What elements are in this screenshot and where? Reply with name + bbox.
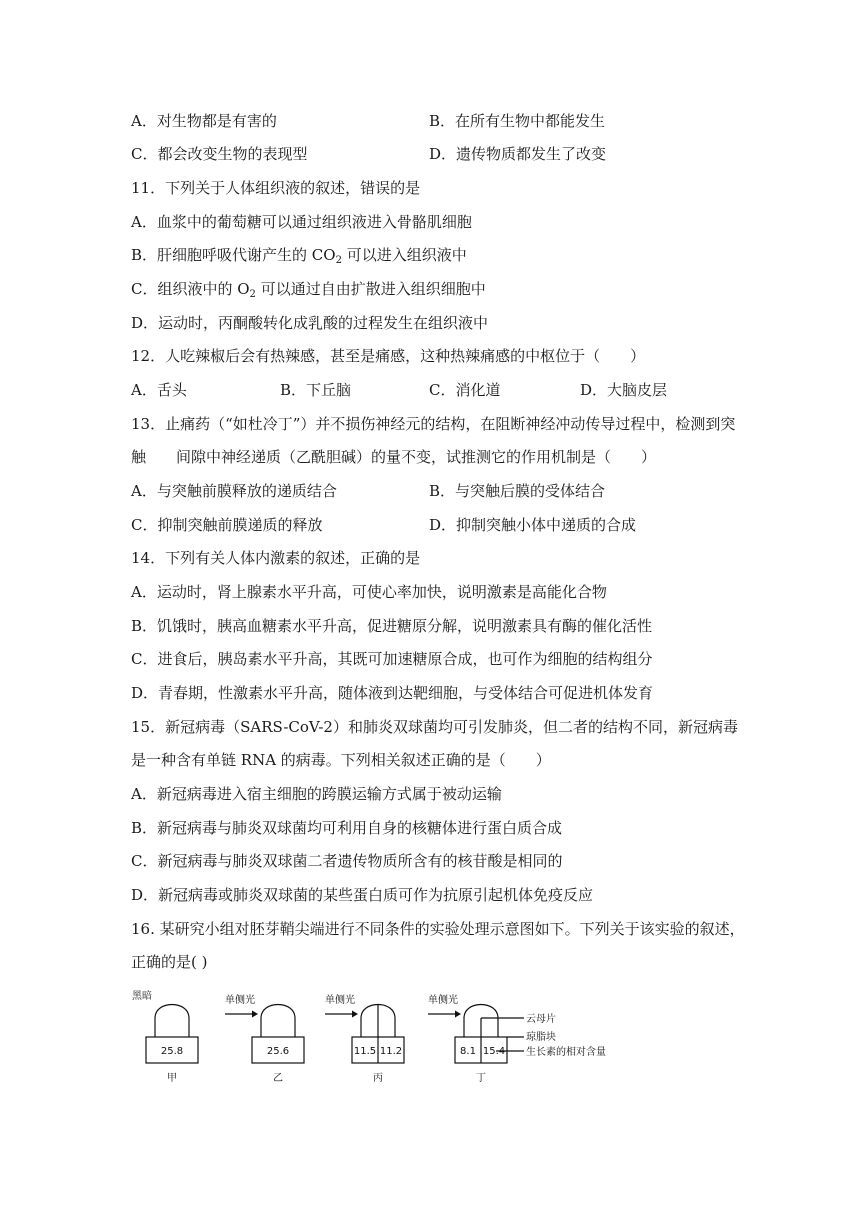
bing-auxin-left: 11.5 — [353, 1046, 377, 1057]
q12-option-c: C．消化道 — [429, 381, 501, 399]
coleoptile-figure — [128, 988, 628, 1092]
ding-caption: 丁 — [476, 1073, 486, 1084]
q11-option-c-sub: 2 — [249, 289, 256, 300]
ding-auxin-right: 15.4 — [482, 1046, 506, 1057]
ding-condition-label: 单侧光 — [428, 995, 458, 1006]
legend-mica-label: 云母片 — [526, 1014, 556, 1025]
q14-option-b: B．饥饿时，胰高血糖素水平升高，促进糖原分解，说明激素具有酶的催化活性 — [131, 617, 653, 635]
q10-option-c: C．都会改变生物的表现型 — [131, 145, 308, 163]
yi-condition-label: 单侧光 — [225, 995, 255, 1006]
q14-option-d: D．青春期，性激素水平升高，随体液到达靶细胞，与受体结合可促进机体发育 — [131, 684, 654, 702]
q14-stem: 14．下列有关人体内激素的叙述，正确的是 — [131, 549, 421, 567]
q15-stem-line1: 15．新冠病毒（SARS-CoV-2）和肺炎双球菌均可引发肺炎，但二者的结构不同，新冠病毒 — [131, 718, 738, 736]
bing-auxin-right: 11.2 — [379, 1046, 403, 1057]
bing-arrow-head — [352, 1011, 358, 1018]
q15-option-a: A．新冠病毒进入宿主细胞的跨膜运输方式属于被动运输 — [131, 785, 502, 803]
bing-caption: 丙 — [373, 1073, 383, 1084]
yi-auxin-value: 25.6 — [266, 1046, 290, 1057]
q12-option-d: D．大脑皮层 — [580, 381, 668, 399]
q14-option-c: C．进食后，胰岛素水平升高，其既可加速糖原合成，也可作为细胞的结构组分 — [131, 650, 653, 668]
q11-option-c-pre: C．组织液中的 O — [131, 280, 250, 298]
q11-option-b-pre: B．肝细胞呼吸代谢产生的 CO — [131, 246, 336, 264]
q13-option-a: A．与突触前膜释放的递质结合 — [131, 482, 337, 500]
yi-arrow-head — [252, 1011, 258, 1018]
q15-option-c: C．新冠病毒与肺炎双球菌二者遗传物质所含有的核苷酸是相同的 — [131, 852, 563, 870]
bing-condition-label: 单侧光 — [325, 995, 355, 1006]
q12-option-a: A．舌头 — [131, 381, 187, 399]
q11-option-d: D．运动时，丙酮酸转化成乳酸的过程发生在组织液中 — [131, 314, 489, 332]
q16-stem-line2: 正确的是( ) — [131, 953, 208, 971]
q13-option-c: C．抑制突触前膜递质的释放 — [131, 516, 323, 534]
legend-agar-label: 琼脂块 — [526, 1032, 556, 1043]
q13-stem-line2: 触 间隙中神经递质（乙酰胆碱）的量不变，试推测它的作用机制是（ ） — [131, 448, 657, 466]
q15-option-d: D．新冠病毒或肺炎双球菌的某些蛋白质可作为抗原引起机体免疫反应 — [131, 886, 594, 904]
ding-arrow-head — [455, 1011, 461, 1018]
q11-option-b — [131, 245, 467, 265]
q11-option-b-post: 可以进入组织液中 — [341, 246, 467, 264]
q10-option-d: D．遗传物质都发生了改变 — [429, 145, 607, 163]
q11-option-c-post: 可以通过自由扩散进入组织细胞中 — [255, 280, 486, 298]
q13-option-b: B．与突触后膜的受体结合 — [429, 482, 606, 500]
jia-condition-label: 黑暗 — [132, 991, 152, 1002]
q10-option-b: B．在所有生物中都能发生 — [429, 112, 606, 130]
q16-stem-line1: 16. 某研究小组对胚芽鞘尖端进行不同条件的实验处理示意图如下。下列关于该实验的叙述， — [131, 920, 745, 938]
q13-stem-line1: 13．止痛药（“如杜冷丁”）并不损伤神经元的结构，在阻断神经冲动传导过程中，检测到突 — [131, 415, 736, 433]
q12-stem: 12．人吃辣椒后会有热辣感，甚至是痛感，这种热辣痛感的中枢位于（ ） — [131, 347, 646, 365]
yi-caption: 乙 — [273, 1073, 283, 1084]
yi-coleoptile-tip — [261, 1005, 295, 1038]
q11-option-c — [131, 279, 486, 299]
jia-auxin-value: 25.8 — [160, 1046, 184, 1057]
q12-option-b: B．下丘脑 — [280, 381, 352, 399]
legend-auxin-label: 生长素的相对含量 — [526, 1047, 606, 1058]
q10-option-a: A．对生物都是有害的 — [131, 112, 277, 130]
jia-caption: 甲 — [167, 1073, 177, 1084]
jia-coleoptile-tip — [155, 1005, 189, 1038]
q11-stem: 11．下列关于人体组织液的叙述，错误的是 — [131, 179, 421, 197]
q15-stem-line2: 是一种含有单链 RNA 的病毒。下列相关叙述正确的是（ ） — [131, 751, 551, 769]
q13-option-d: D．抑制突触小体中递质的合成 — [429, 516, 637, 534]
q11-option-b-sub: 2 — [335, 255, 342, 266]
q11-option-a: A．血浆中的葡萄糖可以通过组织液进入骨骼肌细胞 — [131, 213, 472, 231]
ding-auxin-left: 8.1 — [460, 1046, 476, 1057]
q15-option-b: B．新冠病毒与肺炎双球菌均可利用自身的核糖体进行蛋白质合成 — [131, 819, 563, 837]
q14-option-a: A．运动时，肾上腺素水平升高，可使心率加快，说明激素是高能化合物 — [131, 583, 607, 601]
